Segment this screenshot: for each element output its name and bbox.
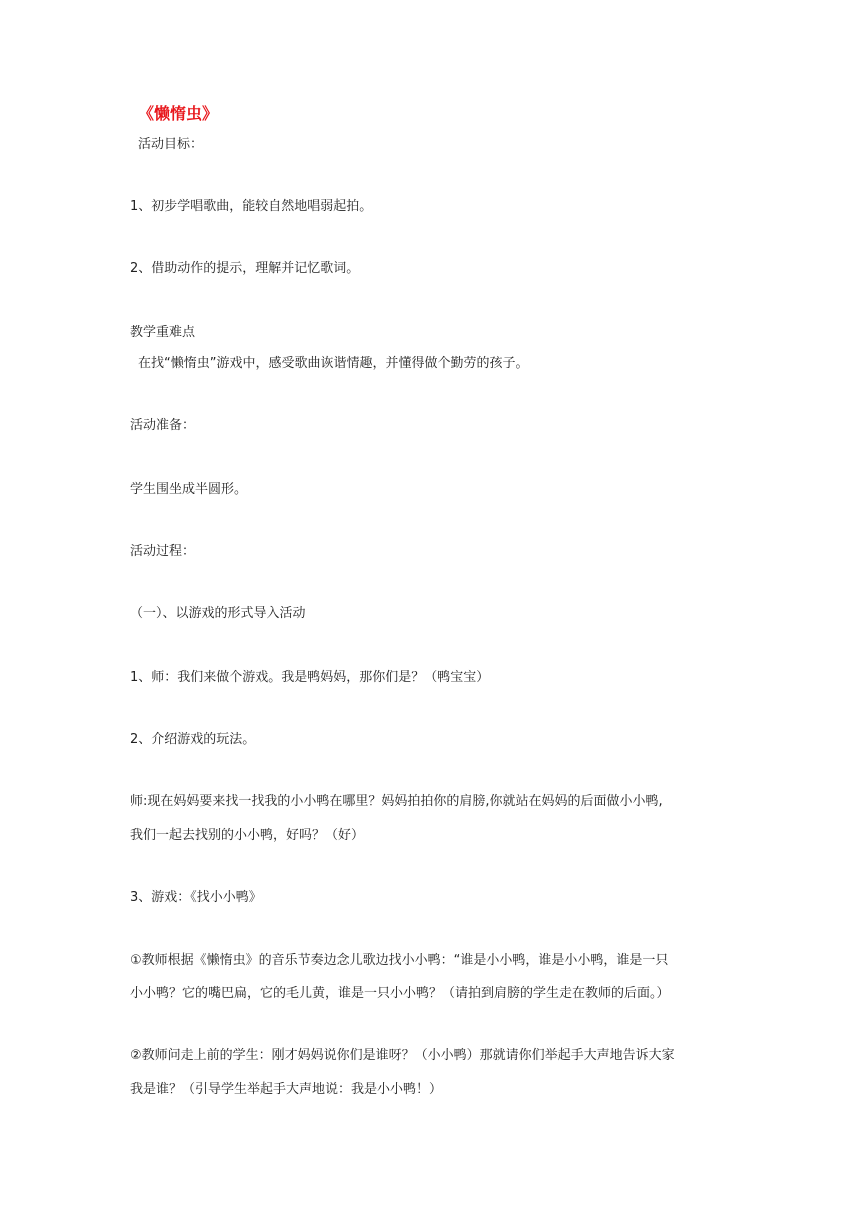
teacher-explanation-line-1: 师:现在妈妈要来找一找我的小小鸭在哪里？妈妈拍拍你的肩膀,你就站在妈妈的后面做小小鸭,	[130, 794, 663, 809]
document-title: 《懒惰虫》	[138, 104, 219, 123]
goal-item-1: 1、初步学唱歌曲，能较自然地唱弱起拍。	[130, 199, 373, 214]
goal-heading: 活动目标：	[138, 137, 204, 152]
step-2: 2、介绍游戏的玩法。	[130, 732, 256, 747]
game-step-1-line-2: 小小鸭？它的嘴巴扁，它的毛儿黄，谁是一只小小鸭？（请拍到肩膀的学生走在教师的后面。）	[130, 986, 670, 1001]
game-step-2-line-2: 我是谁？（引导学生举起手大声地说：我是小小鸭！）	[130, 1082, 443, 1097]
key-points-heading: 教学重难点	[130, 325, 196, 340]
game-step-2-line-1: ②教师问走上前的学生：刚才妈妈说你们是谁呀？（小小鸭）那就请你们举起手大声地告诉大家	[130, 1048, 675, 1063]
goal-item-2: 2、借助动作的提示，理解并记忆歌词。	[130, 261, 360, 276]
preparation-text: 学生围坐成半圆形。	[130, 482, 248, 497]
game-step-1-line-1: ①教师根据《懒惰虫》的音乐节奏边念儿歌边找小小鸭：“谁是小小鸭，谁是小小鸭，谁是一只	[130, 953, 669, 968]
step-3: 3、游戏：《找小小鸭》	[130, 890, 262, 905]
step-1: 1、师：我们来做个游戏。我是鸭妈妈，那你们是？（鸭宝宝）	[130, 670, 490, 685]
section-1-heading: （一）、以游戏的形式导入活动	[130, 606, 306, 621]
teacher-explanation-line-2: 我们一起去找别的小小鸭，好吗？（好）	[130, 828, 365, 843]
preparation-heading: 活动准备：	[130, 418, 196, 433]
process-heading: 活动过程：	[130, 544, 196, 559]
key-points-text: 在找“懒惰虫”游戏中，感受歌曲诙谐情趣，并懂得做个勤劳的孩子。	[138, 356, 529, 371]
